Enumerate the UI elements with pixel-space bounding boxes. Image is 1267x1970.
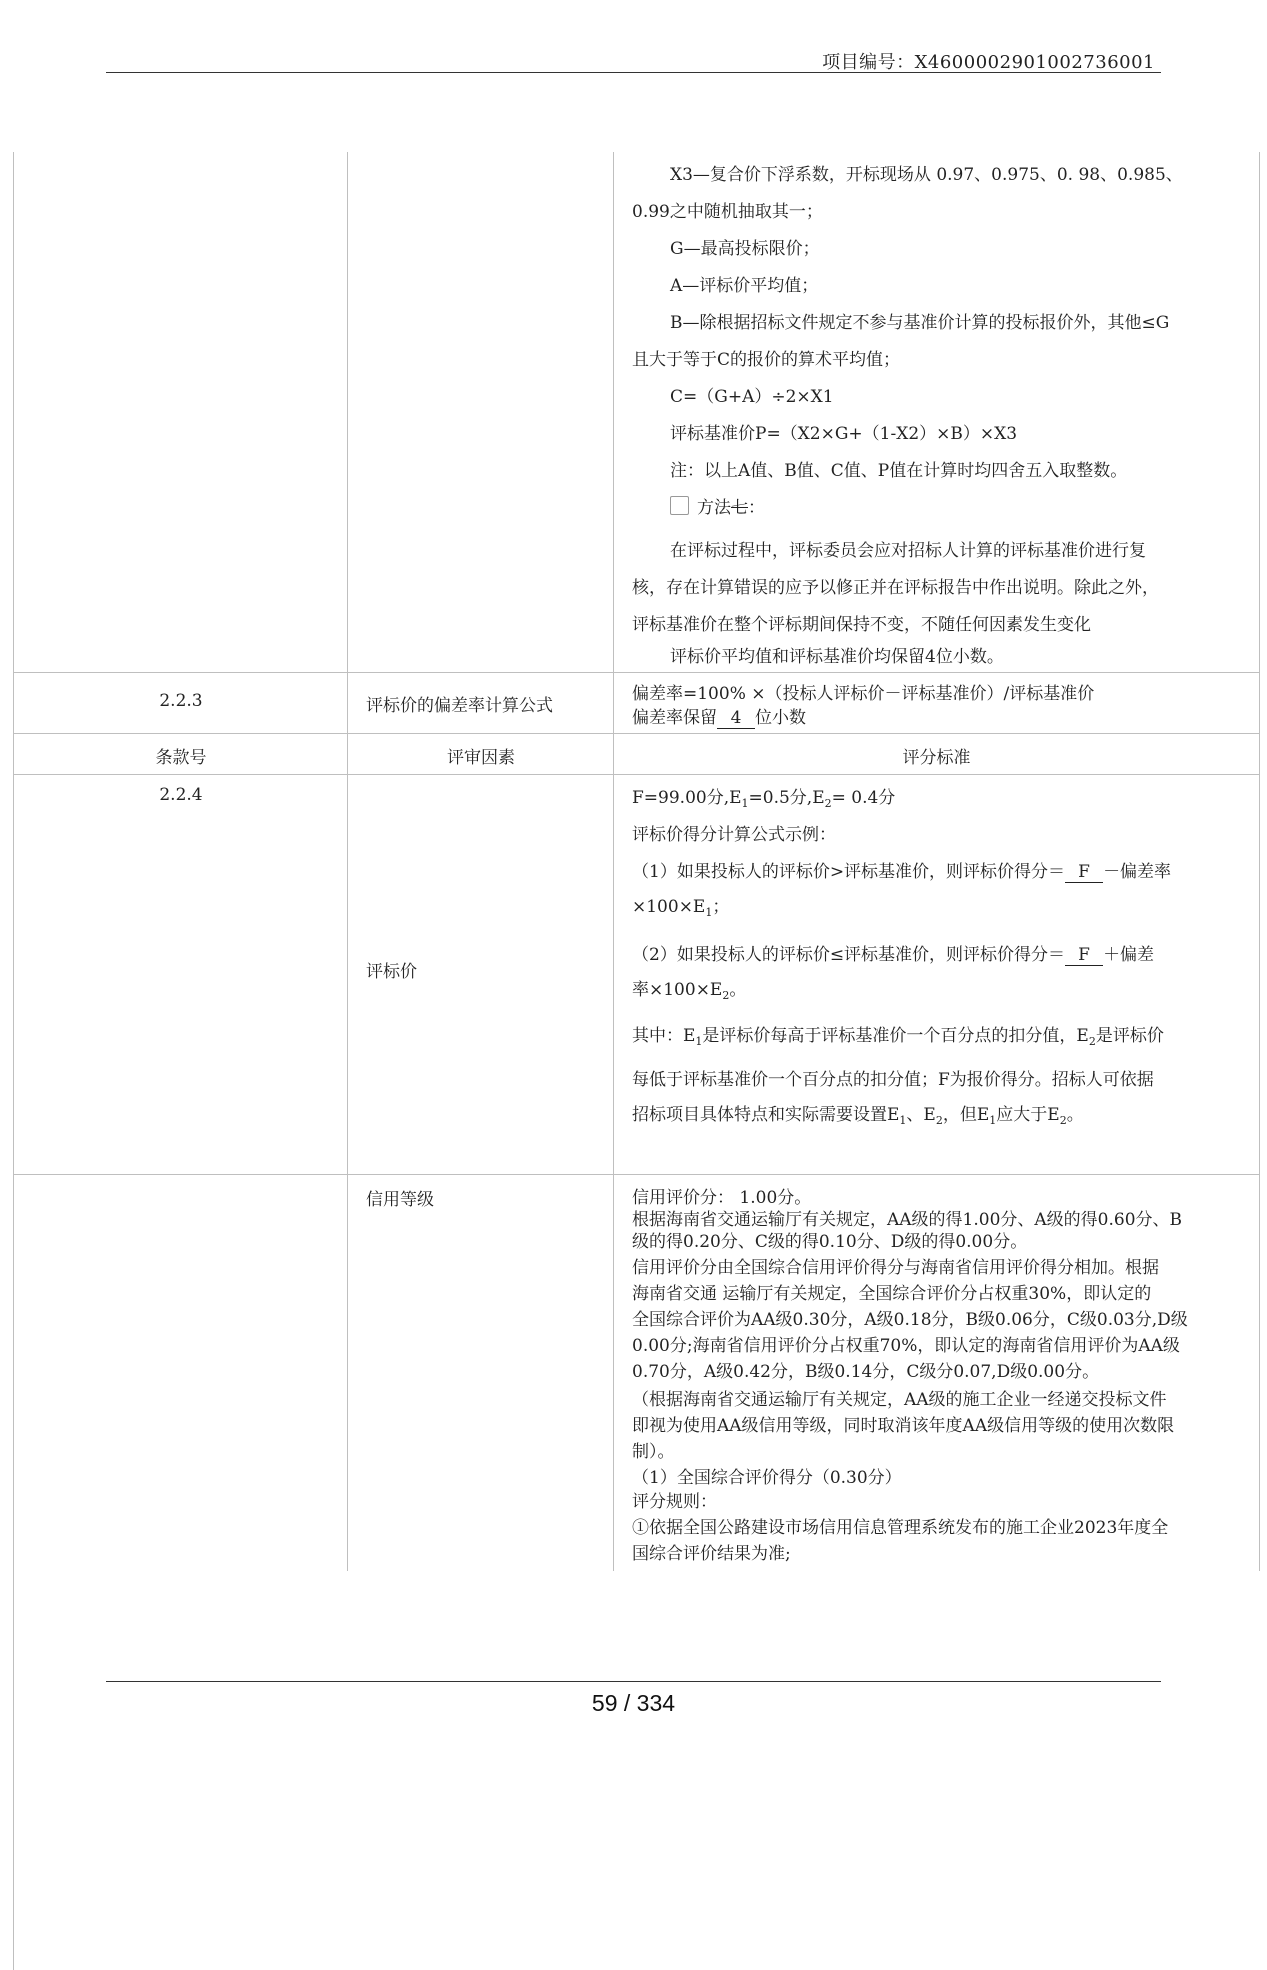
text-line: 全国综合评价为AA级0.30分，A级0.18分，B级0.06分，C级0.03分,D级 xyxy=(632,1310,1188,1330)
text-line: G—最高投标限价； xyxy=(670,239,820,259)
text-line: 信用评价分： 1.00分。 xyxy=(632,1188,812,1208)
table-row-2-2-4-price xyxy=(13,775,1260,1175)
note-line: 招标项目具体特点和实际需要设置$E_1$、$E_2$，但$E_1$应大于$E_2$。 xyxy=(632,1105,1084,1127)
deviation-formula: 偏差率=100% ×（投标人评标价－评标基准价）/评标基准价 xyxy=(632,684,1095,704)
deviation-decimals: 偏差率保留 4 位小数 xyxy=(632,708,806,728)
text-line: 0.70分，A级0.42分，B级0.14分，C级分0.07,D级0.00分。 xyxy=(632,1362,1100,1382)
text-line: C=（G+A）÷2×X1 xyxy=(670,387,834,407)
text-line: 级的得0.20分、C级的得0.10分、D级的得0.00分。 xyxy=(632,1232,1028,1252)
score-parameters: F=99.00分$,E_1=0.5$分$,E_2= 0.4$分 xyxy=(632,788,896,810)
header-standard: 评分标准 xyxy=(902,748,971,768)
footer-divider xyxy=(106,1681,1161,1682)
text-line: 注：以上A值、B值、C值、P值在计算时均四舍五入取整数。 xyxy=(670,461,1128,481)
table-header-row xyxy=(13,734,1260,775)
text-line: （根据海南省交通运输厅有关规定，AA级的施工企业一经递交投标文件 xyxy=(632,1390,1167,1410)
project-number: 项目编号：X4600002901002736001 xyxy=(822,52,1155,73)
page-number: 59 / 334 xyxy=(591,1690,676,1716)
example-title: 评标价得分计算公式示例： xyxy=(632,825,836,845)
text-line: 海南省交通 运输厅有关规定，全国综合评价分占权重30%，即认定的 xyxy=(632,1284,1152,1304)
scoring-table xyxy=(13,152,1260,1571)
text-line: 评标基准价P=（X2×G+（1-X2）×B）×X3 xyxy=(670,424,1018,444)
text-line: ①依据全国公路建设市场信用信息管理系统发布的施工企业2023年度全 xyxy=(632,1518,1169,1538)
clause-number: 2.2.4 xyxy=(159,785,203,805)
text-line: 评标价平均值和评标基准价均保留4位小数。 xyxy=(670,647,1004,667)
text-line: （1）全国综合评价得分（0.30分） xyxy=(632,1468,902,1488)
method7-checkbox[interactable] xyxy=(670,496,689,515)
case2-formula-cont: 率$\times 100\times E_2$。 xyxy=(632,980,747,1002)
text-line: 评分规则： xyxy=(632,1492,717,1512)
text-line: 即视为使用AA级信用等级，同时取消该年度AA级信用等级的使用次数限 xyxy=(632,1416,1175,1436)
method7-option[interactable]: 方法七： xyxy=(632,493,765,518)
review-factor-price: 评标价 xyxy=(366,962,417,982)
text-line: 在评标过程中，评标委员会应对招标人计算的评标基准价进行复 xyxy=(670,541,1146,561)
text-line: 0.99之中随机抽取其一； xyxy=(632,202,823,222)
text-line: X3—复合价下浮系数，开标现场从 0.97、0.975、0. 98、0.985、 xyxy=(670,165,1183,185)
text-line: 根据海南省交通运输厅有关规定，AA级的得1.00分、A级的得0.60分、B xyxy=(632,1210,1183,1230)
text-line: 国综合评价结果为准; xyxy=(632,1544,791,1564)
text-line: 核，存在计算错误的应予以修正并在评标报告中作出说明。除此之外， xyxy=(632,578,1159,598)
header-clause: 条款号 xyxy=(155,748,207,768)
page-header xyxy=(106,44,1161,73)
case1-formula: （1）如果投标人的评标价>评标基准价，则评标价得分＝ F －偏差率 xyxy=(632,862,1172,882)
table-row-formula-continued xyxy=(13,152,1260,673)
table-row-2-2-3 xyxy=(13,672,1260,734)
note-line: 每低于评标基准价一个百分点的扣分值；F为报价得分。招标人可依据 xyxy=(632,1070,1154,1090)
text-line: 0.00分;海南省信用评价分占权重70%，即认定的海南省信用评价为AA级 xyxy=(632,1336,1180,1356)
clause-number: 2.2.3 xyxy=(159,691,203,711)
review-factor: 评标价的偏差率计算公式 xyxy=(366,696,553,716)
case1-formula-cont: $\times 100\times E_1$； xyxy=(632,897,730,919)
text-line: 评标基准价在整个评标期间保持不变，不随任何因素发生变化 xyxy=(632,615,1091,635)
case2-formula: （2）如果投标人的评标价≤评标基准价，则评标价得分＝ F ＋偏差 xyxy=(632,945,1155,965)
text-line: A—评标价平均值； xyxy=(670,276,819,296)
note-line: 其中：$E_1$是评标价每高于评标基准价一个百分点的扣分值，$E_2$是评标价 xyxy=(632,1026,1164,1048)
header-factor: 评审因素 xyxy=(447,748,515,768)
text-line: 且大于等于C的报价的算术平均值； xyxy=(632,350,901,370)
text-line: 信用评价分由全国综合信用评价得分与海南省信用评价得分相加。根据 xyxy=(632,1258,1159,1278)
text-line: 制）。 xyxy=(632,1442,675,1462)
table-row-credit xyxy=(13,1175,1260,1571)
text-line: B—除根据招标文件规定不参与基准价计算的投标报价外，其他≤G xyxy=(670,313,1170,333)
review-factor-credit: 信用等级 xyxy=(366,1190,434,1210)
